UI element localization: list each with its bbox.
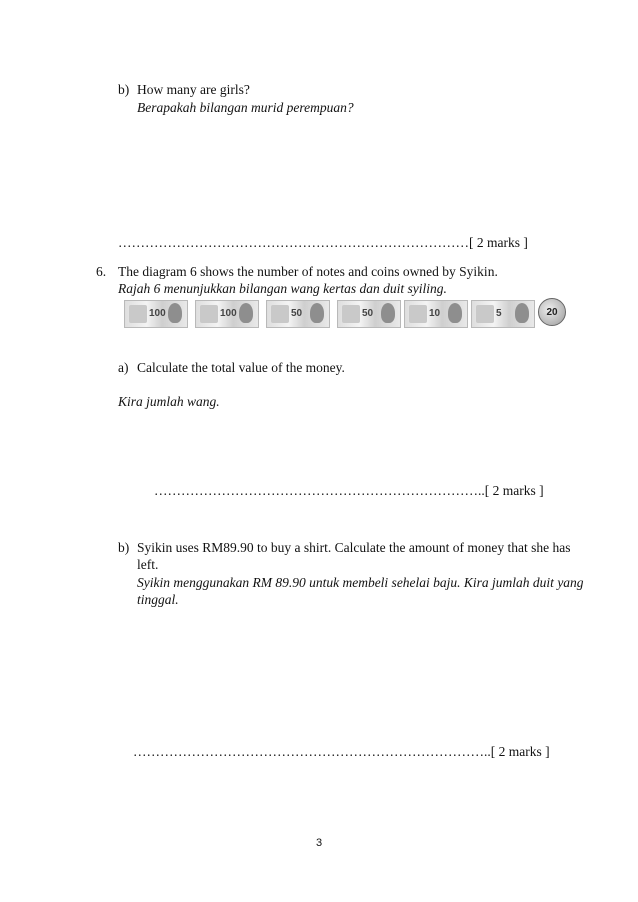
question-text-malay: Syikin menggunakan RM 89.90 untuk membeli sehelai baju. Kira jumlah duit yang <box>137 575 584 590</box>
question-label: a) <box>118 360 129 375</box>
question-label: b) <box>118 82 130 97</box>
question-text-english: Calculate the total value of the money. <box>137 360 345 375</box>
question-text-malay: Rajah 6 menunjukkan bilangan wang kertas dan duit syiling. <box>118 281 447 296</box>
answer-line: ………………………………………………………………..[ 2 marks ] <box>154 483 544 498</box>
answer-line: ……………………………………………………………………[ 2 marks ] <box>118 235 528 250</box>
banknote-100: 100 <box>195 300 259 328</box>
coin-20-sen: 20 <box>538 298 566 326</box>
question-text-malay: tinggal. <box>137 592 179 607</box>
banknote-50: 50 <box>337 300 401 328</box>
page-number: 3 <box>315 837 323 849</box>
banknote-10: 10 <box>404 300 468 328</box>
question-text-malay: Kira jumlah wang. <box>118 394 220 409</box>
answer-line: ……………………………………………………………………..[ 2 marks ] <box>133 744 550 759</box>
question-text-english: Syikin uses RM89.90 to buy a shirt. Calculate the amount of money that she has <box>137 540 571 555</box>
banknote-5: 5 <box>471 300 535 328</box>
question-label: b) <box>118 540 130 555</box>
question-text-english: How many are girls? <box>137 82 250 97</box>
banknote-100: 100 <box>124 300 188 328</box>
question-number: 6. <box>96 264 107 279</box>
banknote-50: 50 <box>266 300 330 328</box>
question-text-english: The diagram 6 shows the number of notes and coins owned by Syikin. <box>118 264 498 279</box>
question-text-malay: Berapakah bilangan murid perempuan? <box>137 100 354 115</box>
money-diagram <box>124 298 564 330</box>
question-text-english: left. <box>137 557 159 572</box>
